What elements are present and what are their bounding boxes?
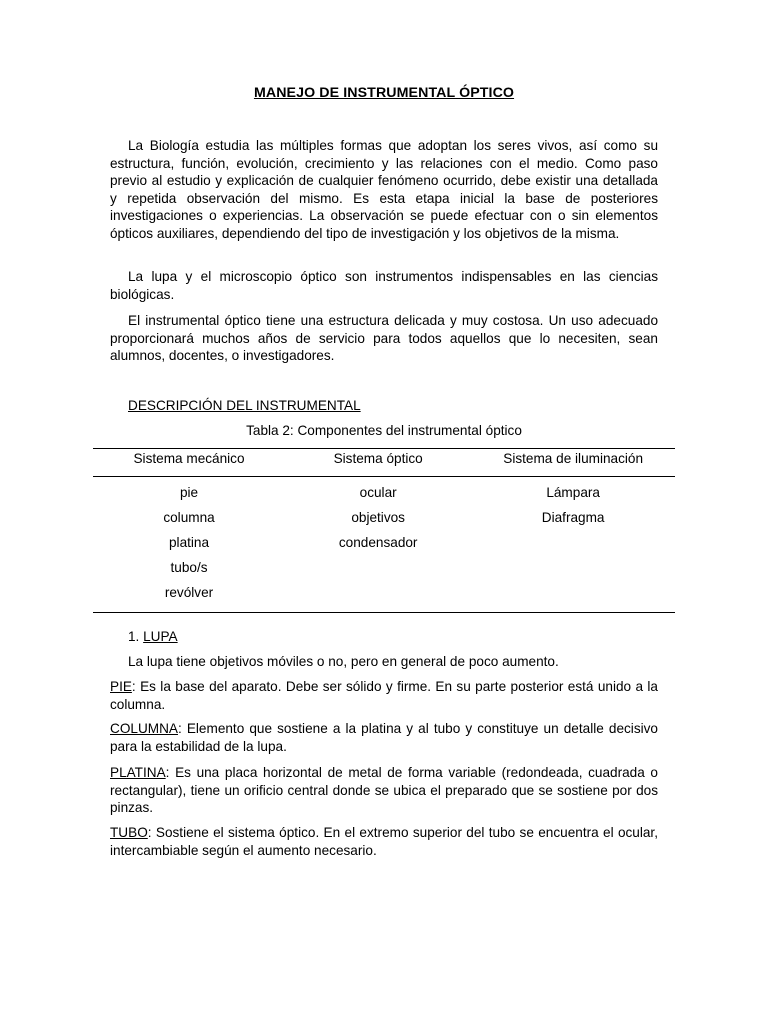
definition-tubo <box>110 824 658 859</box>
definition-term: TUBO <box>110 825 148 840</box>
definition-platina <box>110 764 658 817</box>
lupa-section-number: 1. <box>128 629 140 644</box>
lupa-section-title: LUPA <box>143 629 178 644</box>
table-cell: condensador <box>338 535 418 551</box>
table-cell <box>471 556 675 581</box>
table-header-cell: Sistema de iluminación <box>471 449 675 477</box>
lupa-intro-paragraph: La lupa tiene objetivos móviles o no, pero en general de poco aumento. <box>128 654 559 669</box>
definition-text: : Es la base del aparato. Debe ser sólido y firme. En su parte posterior está unido a la columna. <box>110 679 658 712</box>
section-heading: DESCRIPCIÓN DEL INSTRUMENTAL <box>128 398 361 413</box>
definition-term: COLUMNA <box>110 721 178 736</box>
definition-columna <box>110 720 658 755</box>
lupa-section-heading <box>128 628 178 646</box>
intro-paragraph-2: La lupa y el microscopio óptico son instrumentos indispensables en las ciencias biológicas. <box>110 269 658 302</box>
table-row <box>93 476 675 506</box>
table-cell: platina <box>168 535 210 551</box>
table-cell: objetivos <box>351 510 405 526</box>
table-cell: revólver <box>164 585 214 601</box>
table-cell: pie <box>179 485 199 501</box>
table-row <box>93 506 675 531</box>
definition-term: PLATINA <box>110 765 166 780</box>
table-cell <box>285 581 471 613</box>
definition-text: : Elemento que sostiene a la platina y al tubo y constituye un detalle decisivo para la estabilidad de la lupa. <box>110 721 658 754</box>
table-cell <box>471 531 675 556</box>
table-cell <box>471 581 675 613</box>
table-header-row <box>93 449 675 477</box>
intro-paragraph-3: El instrumental óptico tiene una estructura delicada y muy costosa. Un uso adecuado proporcionará muchos años de servicio para todos aquellos que lo necesiten, sean alumnos, docentes, o investigadores. <box>110 313 658 363</box>
table-cell: ocular <box>359 485 397 501</box>
table-caption: Tabla 2: Componentes del instrumental óptico <box>246 423 522 438</box>
intro-paragraph-1: La Biología estudia las múltiples formas que adoptan los seres vivos, así como su estructura, función, evolución, crecimiento y las relaciones con el medio. Como paso previo al estudio y explicación de cualquier fenómeno ocurrido, debe existir una detallada y repetida observación del mismo. Es esta etapa inicial la base de posteriores investigaciones o experiencias. La observación se puede efectuar con o sin elementos ópticos auxiliares, dependiendo del tipo de investigación y los objetivos de la misma. <box>110 138 658 241</box>
page-title: MANEJO DE INSTRUMENTAL ÓPTICO <box>253 85 515 101</box>
components-table <box>93 448 675 613</box>
table-cell <box>285 556 471 581</box>
table-cell: Lámpara <box>546 485 600 501</box>
definition-term: PIE <box>110 679 132 694</box>
definition-pie <box>110 678 658 713</box>
table-header-cell: Sistema mecánico <box>93 449 285 477</box>
table-row <box>93 531 675 556</box>
table-cell: tubo/s <box>170 560 208 576</box>
table-cell: columna <box>163 510 215 526</box>
table-row <box>93 556 675 581</box>
table-row <box>93 581 675 613</box>
table-cell: Diafragma <box>541 510 605 526</box>
definition-text: : Es una placa horizontal de metal de forma variable (redondeada, cuadrada o rectangular), tiene un orificio central donde se ubica el preparado que se sostiene por dos pinzas. <box>110 765 658 815</box>
table-header-cell: Sistema óptico <box>285 449 471 477</box>
definition-text: : Sostiene el sistema óptico. En el extremo superior del tubo se encuentra el ocular, intercambiable según el aumento necesario. <box>110 825 658 858</box>
